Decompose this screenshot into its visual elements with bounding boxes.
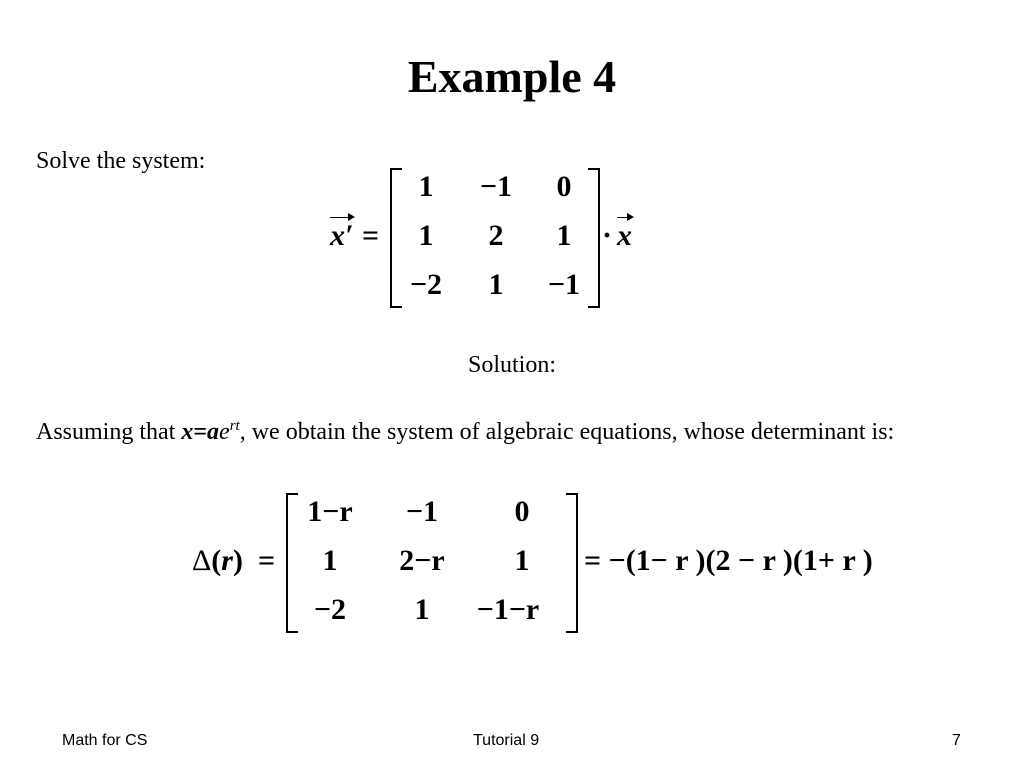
matrix-cell: 1: [418, 170, 434, 203]
x-prime-vector: x′: [330, 219, 354, 252]
solution-label: Solution:: [467, 352, 557, 378]
matrix-cell: −1: [547, 268, 581, 301]
matrix-cell: 1: [322, 544, 338, 577]
formula-e: e: [219, 419, 230, 445]
formula-a: a: [207, 419, 220, 445]
matrix-cell: −2: [409, 268, 443, 301]
formula-x: x: [181, 419, 194, 445]
matrix-cell: 1: [488, 268, 504, 301]
system-equals: =: [362, 219, 380, 252]
formula-equals: =: [193, 419, 208, 445]
matrix-cell: 1: [556, 219, 572, 252]
coefficient-matrix: [390, 168, 600, 308]
system-rhs: [617, 219, 632, 253]
matrix-cell: −1: [405, 495, 439, 528]
assumption-text-after: , we obtain the system of algebraic equations, whose determinant is:: [239, 419, 895, 445]
determinant-lhs: [192, 544, 243, 578]
footer-tutorial: Tutorial 9: [473, 732, 540, 749]
matrix-cell: 1: [514, 544, 530, 577]
lhs-open: (: [211, 544, 222, 577]
determinant-matrix: [286, 493, 578, 633]
lhs-var: r: [221, 544, 233, 577]
matrix-cell: −1−r: [476, 593, 540, 626]
formula-exponent: rt: [229, 418, 240, 434]
matrix-cell: −1: [479, 170, 513, 203]
intro-text: Solve the system:: [36, 148, 206, 174]
system-lhs: [330, 219, 353, 253]
lhs-close: ): [232, 544, 243, 577]
matrix-cell: 1−r: [307, 495, 353, 528]
determinant-result: = −(1− r )(2 − r )(1+ r ): [584, 544, 873, 577]
page-number: 7: [952, 732, 961, 749]
page-title: Example 4: [407, 51, 617, 102]
assumption-paragraph: [36, 400, 970, 458]
delta-symbol: Δ: [192, 544, 212, 577]
right-bracket: [588, 168, 600, 308]
x-vector: x: [617, 219, 632, 252]
determinant-equals: =: [258, 544, 276, 577]
matrix-cell: 0: [556, 170, 572, 203]
matrix-cell: 2: [488, 219, 504, 252]
right-bracket: [566, 493, 578, 633]
left-bracket: [390, 168, 402, 308]
footer-course: Math for CS: [62, 732, 148, 749]
left-bracket: [286, 493, 298, 633]
multiply-dot: ·: [602, 219, 613, 252]
matrix-cell: 0: [514, 495, 530, 528]
assumption-text-before: Assuming that: [36, 419, 182, 445]
matrix-cell: 1: [418, 219, 434, 252]
matrix-cell: −2: [313, 593, 347, 626]
matrix-cell: 1: [414, 593, 430, 626]
matrix-cell: 2−r: [399, 544, 445, 577]
